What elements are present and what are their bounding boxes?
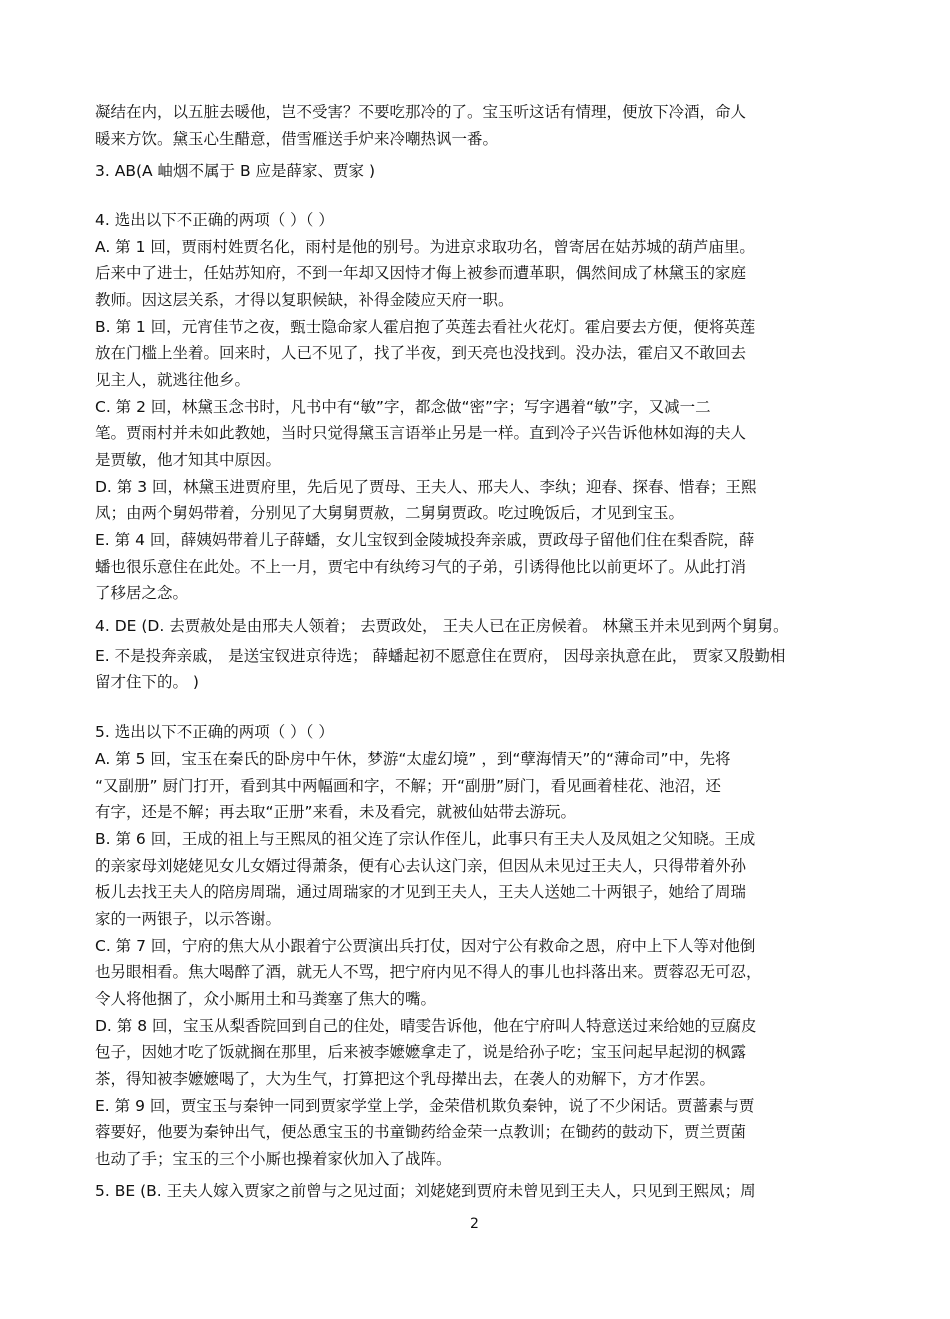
answer-line: 5. BE (B. 王夫人嫁入贾家之前曾与之见过面；刘姥姥到贾府未曾见到王夫人，只见到王熙凤；周 xyxy=(95,1182,756,1200)
text-line: E. 第 9 回，贾宝玉与秦钟一同到贾家学堂上学，金荣借机欺负秦钟，说了不少闲话。贾蔷素与贾 xyxy=(95,1097,755,1115)
answer-line: 4. DE (D. 去贾赦处是由邢夫人领着； 去贾政处， 王夫人已在正房候着。 林黛玉并未见到两个舅舅。 xyxy=(95,617,789,635)
text-line: 板儿去找王夫人的陪房周瑞，通过周瑞家的才见到王夫人，王夫人送她二十两银子，她给了周瑞 xyxy=(95,883,747,901)
text-line: 蟠也很乐意住在此处。不上一月，贾宅中有纨绔习气的子弟，引诱得他比以前更坏了。从此打消 xyxy=(95,558,747,576)
text-line: 暖来方饮。黛玉心生醋意，借雪雁送手炉来冷嘲热讽一番。 xyxy=(95,130,499,148)
question-line: 5. 选出以下不正确的两项（ ）（ ） xyxy=(95,723,334,741)
text-line: 茶，得知被李嬷嬷喝了，大为生气，打算把这个乳母撵出去，在袭人的劝解下，方才作罢。 xyxy=(95,1070,716,1088)
text-line: 的亲家母刘姥姥见女儿女婿过得萧条，便有心去认这门亲，但因从未见过王夫人，只得带着外孙 xyxy=(95,857,747,875)
text-line: 了移居之念。 xyxy=(95,584,189,602)
text-line: 有字，还是不解；再去取“正册”来看，未及看完，就被仙姑带去游玩。 xyxy=(95,803,577,821)
text-line: 也动了手；宝玉的三个小厮也操着家伙加入了战阵。 xyxy=(95,1150,452,1168)
question-line: 4. 选出以下不正确的两项（ ）（ ） xyxy=(95,211,334,229)
text-line: 见主人，就逃往他乡。 xyxy=(95,371,251,389)
text-line: 笔。贾雨村并未如此教她，当时只觉得黛玉言语举止另是一样。直到冷子兴告诉他林如海的夫人 xyxy=(95,424,747,442)
text-line: A. 第 1 回，贾雨村姓贾名化，雨村是他的别号。为进京求取功名，曾寄居在姑苏城的葫芦庙里。 xyxy=(95,238,755,256)
text-line: D. 第 3 回，林黛玉进贾府里，先后见了贾母、王夫人、邢夫人、李纨；迎春、探春、惜春；王熙 xyxy=(95,478,757,496)
text-line: E. 第 4 回，薛姨妈带着儿子薛蟠，女儿宝钗到金陵城投奔亲戚，贾政母子留他们住在梨香院，薛 xyxy=(95,531,755,549)
text-line: 也另眼相看。焦大喝醉了酒，就无人不骂，把宁府内见不得人的事儿也抖落出来。贾蓉忍无可忍， xyxy=(95,963,762,981)
text-line: 凤；由两个舅妈带着，分别见了大舅舅贾赦，二舅舅贾政。吃过晚饭后，才见到宝玉。 xyxy=(95,504,685,522)
text-line: 是贾敏，他才知其中原因。 xyxy=(95,451,282,469)
answer-line: 留才住下的。 ) xyxy=(95,673,199,691)
text-line: A. 第 5 回，宝玉在秦氏的卧房中午休，梦游“太虚幻境” ，到“孽海情天”的“薄命司”中，先将 xyxy=(95,750,731,768)
text-line: 凝结在内，以五脏去暖他，岂不受害？不要吃那冷的了。宝玉听这话有情理，便放下冷酒，命人 xyxy=(95,103,747,121)
answer-line: E. 不是投奔亲戚， 是送宝钗进京待选； 薛蟠起初不愿意住在贾府， 因母亲执意在此， 贾家又殷勤相 xyxy=(95,647,786,665)
answer-line: 3. AB(A 岫烟不属于 B 应是薛家、贾家 ) xyxy=(95,162,375,180)
text-line: 令人将他捆了，众小厮用土和马粪塞了焦大的嘴。 xyxy=(95,990,437,1008)
text-line: 包子，因她才吃了饭就搁在那里，后来被李嬷嬷拿走了，说是给孙子吃；宝玉问起早起沏的枫露 xyxy=(95,1043,747,1061)
text-line: 教师。因这层关系，才得以复职候缺，补得金陵应天府一职。 xyxy=(95,291,514,309)
text-line: B. 第 1 回，元宵佳节之夜，甄士隐命家人霍启抱了英莲去看社火花灯。霍启要去方便，便将英莲 xyxy=(95,318,756,336)
text-line: C. 第 7 回，宁府的焦大从小跟着宁公贾演出兵打仗，因对宁公有救命之恩，府中上下人等对他倒 xyxy=(95,937,756,955)
text-line: 后来中了进士，任姑苏知府，不到一年却又因恃才侮上被参而遭革职，偶然间成了林黛玉的家庭 xyxy=(95,264,747,282)
text-line: B. 第 6 回，王成的祖上与王熙凤的祖父连了宗认作侄儿，此事只有王夫人及凤姐之父知晓。王成 xyxy=(95,830,756,848)
text-line: 家的一两银子，以示答谢。 xyxy=(95,910,282,928)
text-line: C. 第 2 回，林黛玉念书时，凡书中有“敏”字，都念做“密”字；写字遇着“敏”字，又减一二 xyxy=(95,398,711,416)
text-line: 放在门槛上坐着。回来时，人已不见了，找了半夜，到天亮也没找到。没办法，霍启又不敢回去 xyxy=(95,344,747,362)
page-number: 2 xyxy=(470,1216,479,1232)
text-line: “又副册” 厨门打开，看到其中两幅画和字，不解；开“副册”厨门，看见画着桂花、池沼，还 xyxy=(95,777,722,795)
text-line: 蓉要好，他要为秦钟出气，便怂恿宝玉的书童锄药给金荣一点教训；在锄药的鼓动下，贾兰贾菌 xyxy=(95,1123,747,1141)
text-line: D. 第 8 回，宝玉从梨香院回到自己的住处，晴雯告诉他，他在宁府叫人特意送过来给她的豆腐皮 xyxy=(95,1017,757,1035)
